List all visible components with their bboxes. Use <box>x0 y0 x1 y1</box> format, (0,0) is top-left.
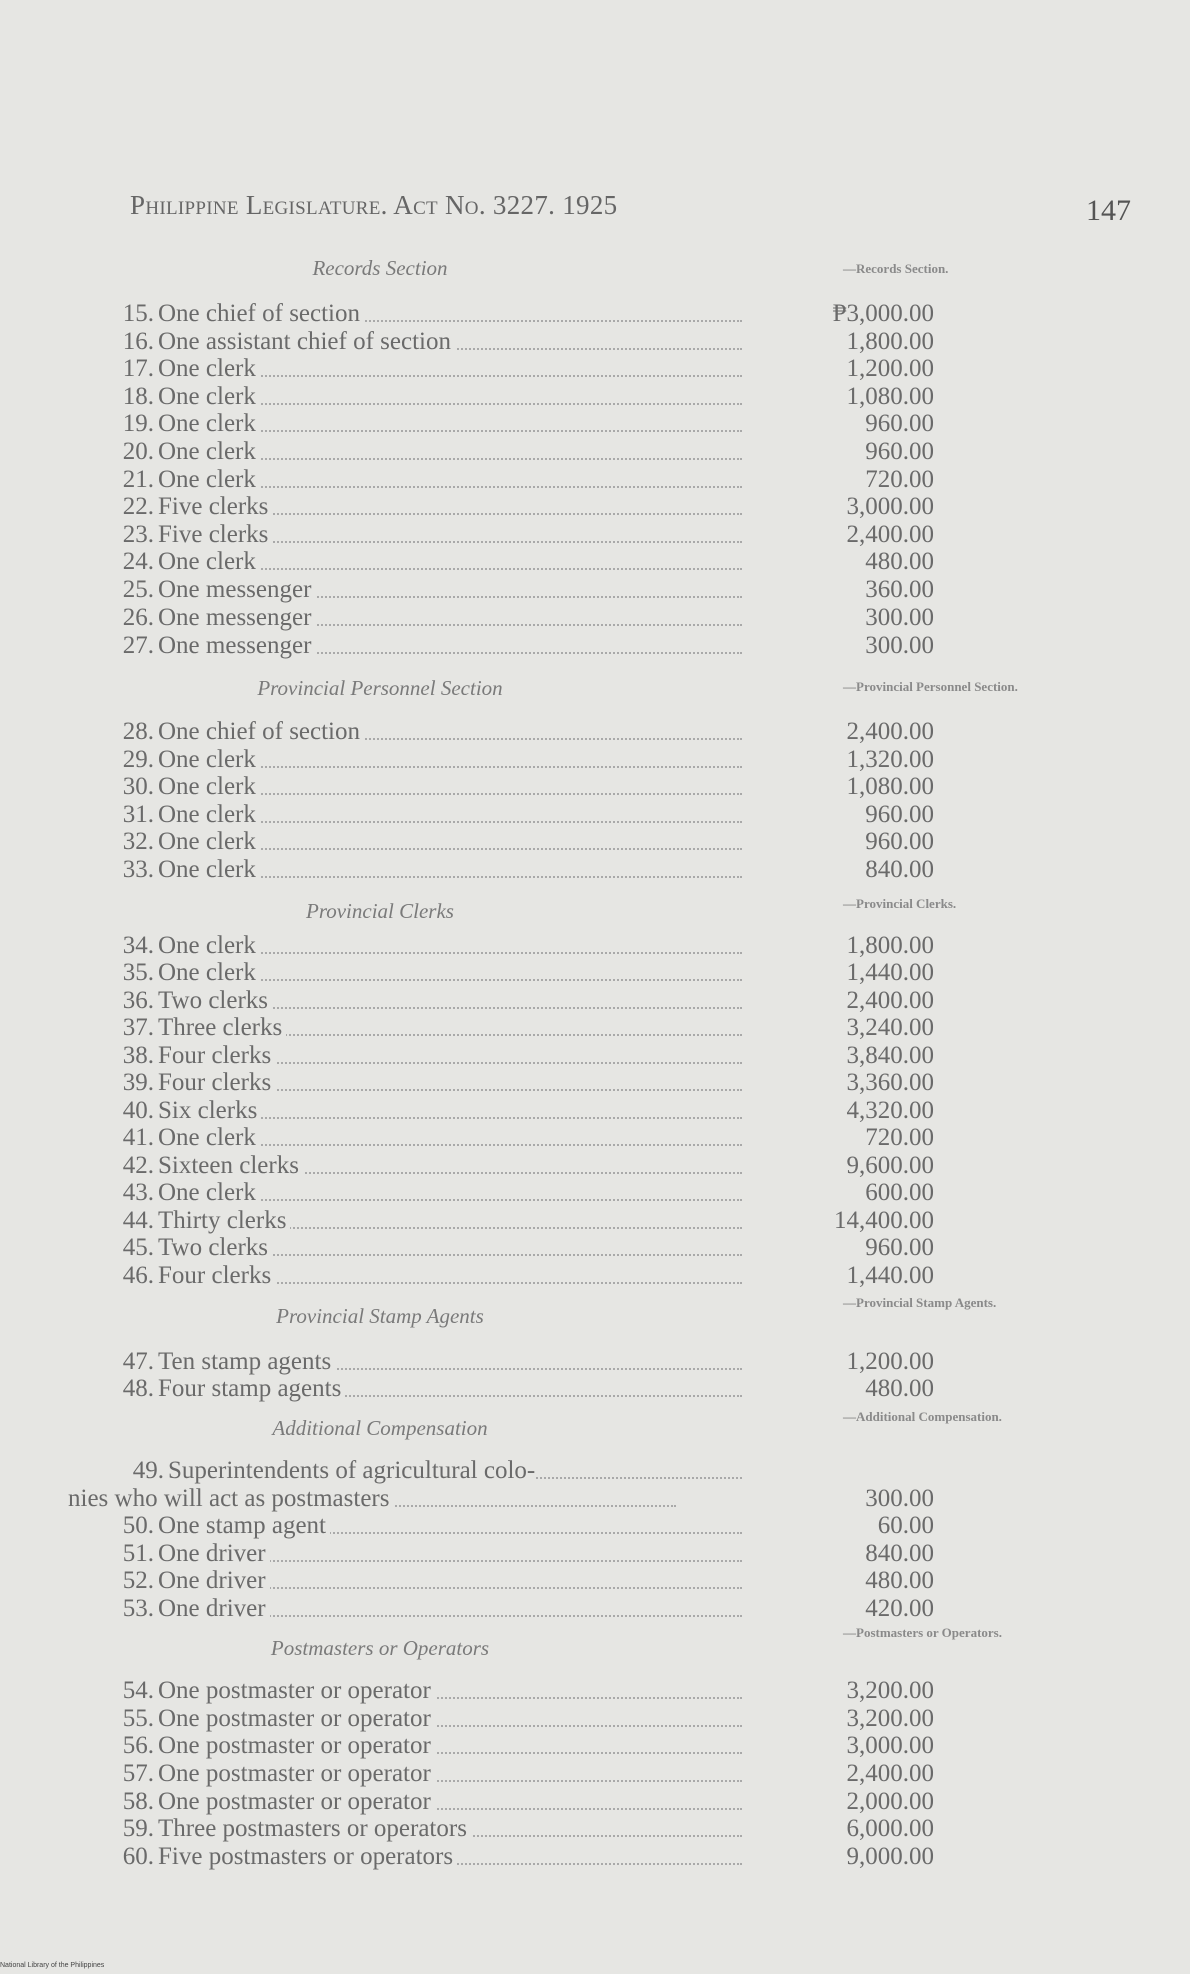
table-row <box>102 959 934 986</box>
item-number: 22. <box>122 493 154 520</box>
item-number: 46. <box>122 1262 154 1289</box>
item-number: 17. <box>122 355 154 382</box>
item-label: One chief of section <box>158 300 364 327</box>
table-row <box>102 1262 934 1289</box>
margin-note-records: —Records Section. <box>843 261 949 276</box>
item-number: 18. <box>122 383 154 410</box>
item-label-continued: nies who will act as postmasters <box>68 1485 393 1512</box>
item-label: One clerk <box>158 773 260 800</box>
section-title-provincial-stamp-agents: Provincial Stamp Agents <box>276 1304 484 1328</box>
table-row <box>102 576 934 603</box>
item-amount: 2,400.00 <box>846 987 934 1014</box>
item-amount: 480.00 <box>865 548 934 575</box>
table-row <box>102 355 934 382</box>
item-amount: 3,200.00 <box>846 1677 934 1704</box>
item-label: Five clerks <box>158 493 272 520</box>
table-row <box>102 328 934 355</box>
footer-credit: National Library of the Philippines <box>0 1962 105 1969</box>
item-amount: 960.00 <box>865 801 934 828</box>
item-label: One assistant chief of section <box>158 328 455 355</box>
item-number: 55. <box>122 1705 154 1732</box>
item-amount: 1,440.00 <box>846 1262 934 1289</box>
item-amount: 1,200.00 <box>846 355 934 382</box>
item-amount: 300.00 <box>865 1485 934 1512</box>
item-label: One driver <box>158 1567 270 1594</box>
item-amount: 1,800.00 <box>846 932 934 959</box>
item-label: Three clerks <box>158 1014 286 1041</box>
table-row <box>102 773 934 800</box>
item-number: 54. <box>122 1677 154 1704</box>
item-amount: 2,400.00 <box>846 521 934 548</box>
item-amount: 9,000.00 <box>846 1843 934 1870</box>
page-number: 147 <box>1086 194 1131 227</box>
item-amount: 6,000.00 <box>846 1815 934 1842</box>
item-amount: 14,400.00 <box>834 1207 934 1234</box>
item-label: One clerk <box>158 828 260 855</box>
item-label: One clerk <box>158 959 260 986</box>
item-label: Four stamp agents <box>158 1375 345 1402</box>
item-amount: 1,080.00 <box>846 773 934 800</box>
table-row <box>102 1348 934 1375</box>
item-amount: 1,080.00 <box>846 383 934 410</box>
item-amount: 480.00 <box>865 1567 934 1594</box>
item-number: 32. <box>122 828 154 855</box>
running-head: Philippine Legislature. Act No. 3227. 1925 <box>130 190 618 220</box>
item-amount: ₱3,000.00 <box>832 300 934 327</box>
item-number: 21. <box>122 466 154 493</box>
item-label: One chief of section <box>158 718 364 745</box>
item-number: 59. <box>122 1815 154 1842</box>
table-row <box>102 1179 934 1206</box>
item-amount: 3,840.00 <box>846 1042 934 1069</box>
item-number: 49. <box>132 1457 164 1484</box>
item-label: One postmaster or operator <box>158 1705 435 1732</box>
item-number: 19. <box>122 410 154 437</box>
item-amount: 300.00 <box>865 604 934 631</box>
item-number: 43. <box>122 1179 154 1206</box>
item-label: One clerk <box>158 746 260 773</box>
table-row <box>102 1540 934 1567</box>
item-label: One clerk <box>158 801 260 828</box>
item-amount: 2,400.00 <box>846 1760 934 1787</box>
table-row <box>102 521 934 548</box>
item-amount: 960.00 <box>865 828 934 855</box>
item-label: One messenger <box>158 576 315 603</box>
item-amount: 1,320.00 <box>846 746 934 773</box>
table-row <box>102 1207 934 1234</box>
table-row <box>102 828 934 855</box>
item-amount: 3,360.00 <box>846 1069 934 1096</box>
item-number: 16. <box>122 328 154 355</box>
table-row <box>102 746 934 773</box>
item-label: Five clerks <box>158 521 272 548</box>
item-amount: 1,800.00 <box>846 328 934 355</box>
margin-note-provincial-personnel: —Provincial Personnel Section. <box>843 679 1018 694</box>
item-number: 45. <box>122 1234 154 1261</box>
table-row <box>102 1732 934 1759</box>
table-row <box>102 604 934 631</box>
item-number: 53. <box>122 1595 154 1622</box>
table-row <box>102 1234 934 1261</box>
item-amount: 3,000.00 <box>846 493 934 520</box>
table-row <box>102 1457 832 1484</box>
item-label: One clerk <box>158 548 260 575</box>
item-label: One stamp agent <box>158 1512 330 1539</box>
item-number: 38. <box>122 1042 154 1069</box>
table-row <box>102 1788 934 1815</box>
item-amount: 360.00 <box>865 576 934 603</box>
item-amount: 960.00 <box>865 1234 934 1261</box>
item-amount: 960.00 <box>865 410 934 437</box>
item-label: One clerk <box>158 383 260 410</box>
item-number: 26. <box>122 604 154 631</box>
section-title-provincial-personnel: Provincial Personnel Section <box>257 676 503 700</box>
item-label: One clerk <box>158 355 260 382</box>
margin-note-postmasters-operators: —Postmasters or Operators. <box>843 1625 1002 1640</box>
item-label: Superintendents of agricultural colo- <box>168 1457 536 1484</box>
item-number: 15. <box>122 300 154 327</box>
item-label: One messenger <box>158 632 315 659</box>
item-label: Four clerks <box>158 1262 275 1289</box>
table-row <box>102 410 934 437</box>
item-number: 40. <box>122 1097 154 1124</box>
item-number: 27. <box>122 632 154 659</box>
table-row <box>102 466 934 493</box>
table-row <box>102 1042 934 1069</box>
item-number: 47. <box>122 1348 154 1375</box>
item-label: One clerk <box>158 1179 260 1206</box>
item-number: 44. <box>122 1207 154 1234</box>
item-number: 31. <box>122 801 154 828</box>
item-number: 51. <box>122 1540 154 1567</box>
item-amount: 3,240.00 <box>846 1014 934 1041</box>
table-row <box>102 632 934 659</box>
item-label: One messenger <box>158 604 315 631</box>
item-label: Six clerks <box>158 1097 261 1124</box>
section-title-provincial-clerks: Provincial Clerks <box>306 899 454 923</box>
item-number: 39. <box>122 1069 154 1096</box>
table-row <box>102 718 934 745</box>
item-amount: 840.00 <box>865 1540 934 1567</box>
item-amount: 1,440.00 <box>846 959 934 986</box>
item-label: Thirty clerks <box>158 1207 290 1234</box>
table-row <box>102 438 934 465</box>
item-label: One clerk <box>158 466 260 493</box>
table-row <box>102 1677 934 1704</box>
table-row <box>102 1375 934 1402</box>
item-number: 52. <box>122 1567 154 1594</box>
item-amount: 720.00 <box>865 466 934 493</box>
table-row <box>102 932 934 959</box>
item-label: One driver <box>158 1595 270 1622</box>
table-row <box>102 1097 934 1124</box>
item-label: One clerk <box>158 856 260 883</box>
item-label: Three postmasters or operators <box>158 1815 471 1842</box>
table-row <box>102 1815 934 1842</box>
item-label: One clerk <box>158 438 260 465</box>
table-row <box>102 801 934 828</box>
margin-note-provincial-stamp-agents: —Provincial Stamp Agents. <box>843 1295 997 1310</box>
item-number: 60. <box>122 1843 154 1870</box>
item-number: 24. <box>122 548 154 575</box>
item-number: 30. <box>122 773 154 800</box>
table-row <box>102 1843 934 1870</box>
item-amount: 300.00 <box>865 632 934 659</box>
item-label: Four clerks <box>158 1069 275 1096</box>
item-number: 36. <box>122 987 154 1014</box>
section-title-records: Records Section <box>312 256 448 280</box>
table-row <box>102 1512 934 1539</box>
item-amount: 60.00 <box>877 1512 934 1539</box>
table-row <box>102 1014 934 1041</box>
item-amount: 840.00 <box>865 856 934 883</box>
margin-note-provincial-clerks: —Provincial Clerks. <box>843 896 957 911</box>
table-row <box>102 383 934 410</box>
item-amount: 3,200.00 <box>846 1705 934 1732</box>
table-row <box>102 856 934 883</box>
table-row <box>102 493 934 520</box>
item-number: 29. <box>122 746 154 773</box>
item-number: 34. <box>122 932 154 959</box>
item-label: One clerk <box>158 1124 260 1151</box>
table-row <box>102 1595 934 1622</box>
section-title-postmasters-operators: Postmasters or Operators <box>270 1636 490 1660</box>
table-row <box>102 1567 934 1594</box>
item-amount: 420.00 <box>865 1595 934 1622</box>
table-row <box>68 1485 934 1512</box>
table-row <box>102 987 934 1014</box>
item-amount: 960.00 <box>865 438 934 465</box>
item-number: 50. <box>122 1512 154 1539</box>
item-amount: 480.00 <box>865 1375 934 1402</box>
item-number: 25. <box>122 576 154 603</box>
item-label: Five postmasters or operators <box>158 1843 457 1870</box>
item-label: One clerk <box>158 932 260 959</box>
item-label: One postmaster or operator <box>158 1732 435 1759</box>
item-number: 42. <box>122 1152 154 1179</box>
item-label: Ten stamp agents <box>158 1348 335 1375</box>
item-number: 56. <box>122 1732 154 1759</box>
item-amount: 3,000.00 <box>846 1732 934 1759</box>
table-row <box>102 1705 934 1732</box>
table-row <box>102 1124 934 1151</box>
item-label: One postmaster or operator <box>158 1760 435 1787</box>
section-title-additional-compensation: Additional Compensation <box>272 1416 488 1440</box>
table-row <box>102 1152 934 1179</box>
item-number: 23. <box>122 521 154 548</box>
item-label: One clerk <box>158 410 260 437</box>
table-row <box>102 300 934 327</box>
item-amount: 2,400.00 <box>846 718 934 745</box>
item-label: Two clerks <box>158 987 272 1014</box>
item-number: 57. <box>122 1760 154 1787</box>
item-amount: 9,600.00 <box>846 1152 934 1179</box>
item-label: One postmaster or operator <box>158 1788 435 1815</box>
item-amount: 4,320.00 <box>846 1097 934 1124</box>
margin-note-additional-compensation: —Additional Compensation. <box>843 1409 1002 1424</box>
item-number: 28. <box>122 718 154 745</box>
item-number: 41. <box>122 1124 154 1151</box>
item-number: 37. <box>122 1014 154 1041</box>
item-label: One driver <box>158 1540 270 1567</box>
item-label: Two clerks <box>158 1234 272 1261</box>
item-amount: 1,200.00 <box>846 1348 934 1375</box>
item-number: 33. <box>122 856 154 883</box>
item-label: One postmaster or operator <box>158 1677 435 1704</box>
item-number: 58. <box>122 1788 154 1815</box>
item-amount: 2,000.00 <box>846 1788 934 1815</box>
item-number: 20. <box>122 438 154 465</box>
item-number: 35. <box>122 959 154 986</box>
item-number: 48. <box>122 1375 154 1402</box>
item-amount: 600.00 <box>865 1179 934 1206</box>
table-row <box>102 1760 934 1787</box>
item-label: Sixteen clerks <box>158 1152 303 1179</box>
item-label: Four clerks <box>158 1042 275 1069</box>
table-row <box>102 548 934 575</box>
item-amount: 720.00 <box>865 1124 934 1151</box>
table-row <box>102 1069 934 1096</box>
